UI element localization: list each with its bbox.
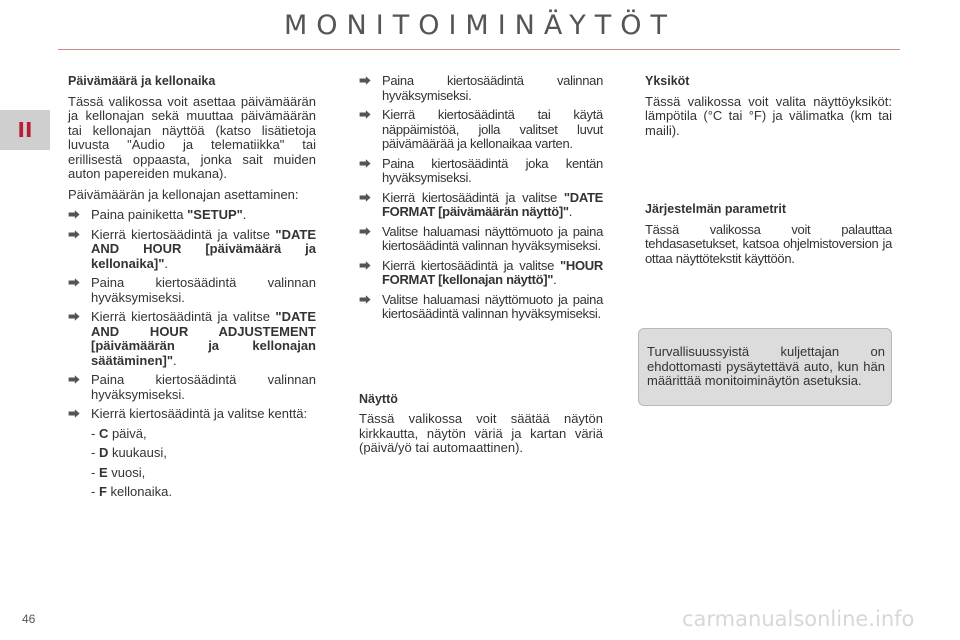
- arrow-bullet-icon: ⮕: [68, 276, 81, 290]
- field-item: - E vuosi,: [91, 464, 146, 480]
- step-item: [359, 225, 603, 254]
- step-item: [68, 407, 316, 422]
- watermark: carmanualsonline.info: [682, 607, 915, 631]
- step-suffix: .: [164, 255, 168, 271]
- step-suffix: .: [173, 352, 177, 368]
- step-text: Paina painiketta: [91, 207, 188, 222]
- format-steps: [359, 74, 603, 322]
- step-text: Valitse haluamasi näyttömuoto ja paina kiertosäädintä valinnan hyväksymiseksi.: [382, 291, 603, 321]
- page-number: 46: [22, 612, 36, 626]
- units-text: Tässä valikossa voit valita näyttöyksiköt: lämpötila (°C tai °F) ja välimatka (km tai maili).: [645, 93, 892, 138]
- arrow-bullet-icon: ⮕: [359, 74, 371, 88]
- column-units-parameters: [645, 74, 892, 272]
- date-time-intro: Tässä valikossa voit asettaa päivämäärän ja kellonajan sekä muuttaa päivämäärän tai kellonajan näyttöä (katso lisätietoja luvusta "Audio ja telematiikka" tai erillisestä oppaasta, jonka sait muiden auton papereiden mukana).: [68, 93, 316, 181]
- section-heading-date-time: Päivämäärä ja kellonaika: [68, 74, 216, 88]
- arrow-bullet-icon: ⮕: [68, 227, 81, 242]
- arrow-bullet-icon: ⮕: [359, 190, 371, 205]
- arrow-bullet-icon: ⮕: [68, 310, 81, 324]
- arrow-bullet-icon: ⮕: [68, 208, 81, 222]
- step-item: [68, 310, 316, 368]
- field-key: D: [98, 445, 109, 460]
- section-heading-units: Yksiköt: [645, 74, 690, 88]
- step-item: [359, 157, 603, 186]
- step-text: Kierrä kiertosäädintä ja valitse: [91, 226, 276, 242]
- field-label: kellonaika.: [106, 484, 172, 499]
- arrow-bullet-icon: ⮕: [359, 258, 371, 273]
- step-item: [68, 276, 316, 305]
- step-text: Valitse haluamasi näyttömuoto ja paina kiertosäädintä valinnan hyväksymiseksi.: [382, 223, 603, 253]
- field-label: kuukausi,: [108, 445, 167, 460]
- chapter-tab: II: [0, 110, 50, 150]
- field-key: E: [98, 464, 108, 480]
- field-key: C: [98, 425, 109, 441]
- step-item: [359, 259, 603, 288]
- step-option: "DATE AND HOUR ADJUSTEMENT [päivämäärän ja kellonajan säätäminen]": [91, 309, 316, 368]
- step-item: [68, 373, 316, 402]
- section-heading-display: Näyttö: [359, 391, 398, 406]
- date-time-steps: [68, 208, 316, 422]
- column-steps-display: [359, 74, 603, 462]
- safety-note-box: Turvallisuussyistä kuljettajan on ehdottomasti pysäytettävä auto, kun hän määrittää monitoiminäytön asetuksia.: [638, 328, 892, 406]
- section-heading-system-parameters: Järjestelmän parametrit: [645, 202, 787, 216]
- step-item: [359, 108, 603, 152]
- step-text: Kierrä kiertosäädintä ja valitse: [382, 257, 561, 273]
- arrow-bullet-icon: ⮕: [359, 224, 371, 239]
- arrow-bullet-icon: ⮕: [359, 156, 371, 171]
- step-item: [68, 208, 316, 223]
- step-suffix: .: [553, 272, 557, 287]
- field-item: - F kellonaika.: [91, 484, 172, 499]
- system-parameters-text: Tässä valikossa voit palauttaa tehdasasetukset, katsoa ohjelmistoversion ja ottaa näyttötekstit käyttöön.: [645, 221, 892, 266]
- display-text: Tässä valikossa voit säätää näytön kirkkautta, näytön väriä ja kartan väriä (päivä/yö tai automaattinen).: [359, 411, 603, 455]
- header-divider: [58, 49, 900, 50]
- field-label: päivä,: [108, 425, 147, 441]
- step-item: [359, 191, 603, 220]
- date-time-fields: [68, 427, 316, 500]
- step-option: "HOUR FORMAT [kellonajan näyttö]": [382, 257, 603, 287]
- step-text: Paina kiertosäädintä joka kentän hyväksymiseksi.: [382, 155, 603, 185]
- arrow-bullet-icon: ⮕: [359, 292, 371, 307]
- step-item: [359, 74, 603, 103]
- step-text: Paina kiertosäädintä valinnan hyväksymiseksi.: [382, 73, 603, 103]
- step-suffix: .: [242, 207, 247, 222]
- step-text: Kierrä kiertosäädintä ja valitse: [91, 309, 276, 324]
- step-item: [359, 293, 603, 322]
- field-label: vuosi,: [107, 464, 146, 480]
- date-time-lead: Päivämäärän ja kellonajan asettaminen:: [68, 186, 299, 202]
- page-title: MONITOIMINÄYTÖT: [284, 10, 676, 41]
- step-option: "SETUP": [187, 207, 243, 222]
- arrow-bullet-icon: ⮕: [68, 373, 81, 387]
- step-text: Paina kiertosäädintä valinnan hyväksymiseksi.: [91, 372, 316, 402]
- field-item: - C päivä,: [91, 425, 147, 441]
- arrow-bullet-icon: ⮕: [68, 407, 81, 421]
- step-text: Kierrä kiertosäädintä tai käytä näppäimistöä, jolla valitset luvut päivämäärää ja kellonaikaa varten.: [382, 107, 603, 151]
- field-item: - D kuukausi,: [91, 445, 167, 460]
- step-option: "DATE AND HOUR [päivämäärä ja kellonaika]": [91, 226, 316, 271]
- column-date-time: [68, 74, 316, 505]
- step-text: Kierrä kiertosäädintä ja valitse: [382, 189, 564, 205]
- step-item: [68, 228, 316, 272]
- step-option: "DATE FORMAT [päivämäärän näyttö]": [382, 189, 603, 219]
- field-key: F: [98, 484, 107, 499]
- step-text: Paina kiertosäädintä valinnan hyväksymiseksi.: [91, 275, 316, 305]
- step-text: Kierrä kiertosäädintä ja valitse kenttä:: [91, 406, 308, 421]
- arrow-bullet-icon: ⮕: [359, 108, 371, 122]
- step-suffix: .: [568, 204, 573, 219]
